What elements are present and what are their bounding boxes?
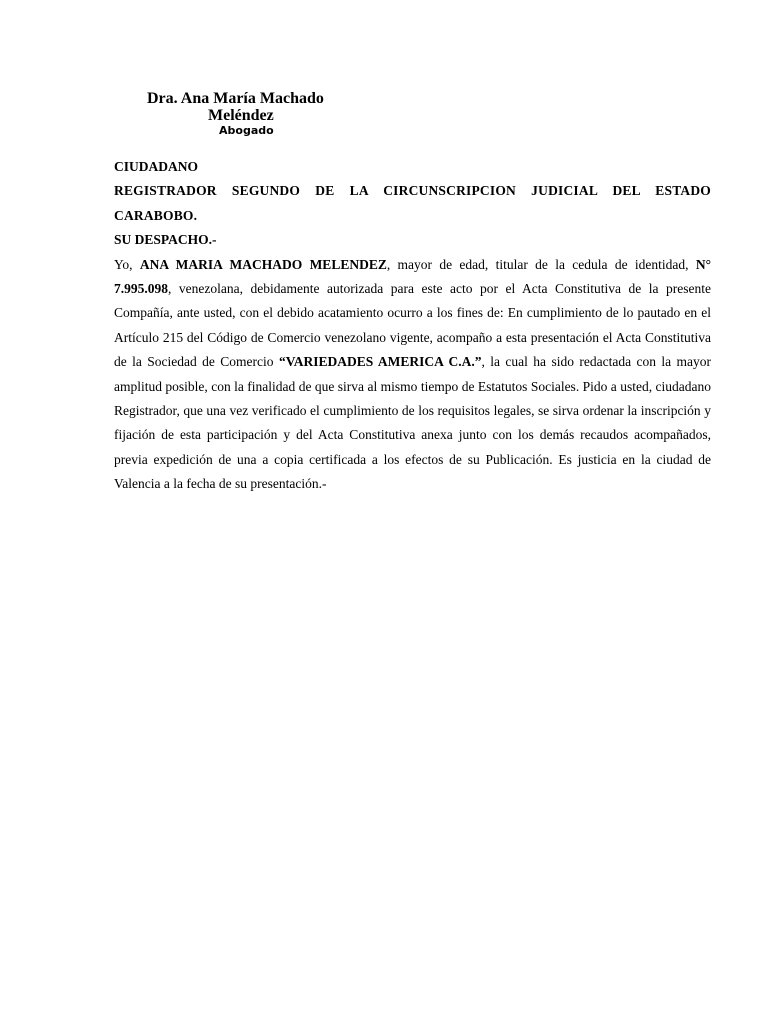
paragraph-text-2: , mayor de edad, titular de la cedula de identidad,	[386, 256, 696, 272]
lawyer-title: Abogado	[219, 124, 274, 137]
lawyer-name-line1: Dra. Ana María Machado	[147, 90, 324, 107]
addressee-registrar: REGISTRADOR SEGUNDO DE LA CIRCUNSCRIPCION JUDICIAL DEL ESTADO CARABOBO.	[114, 183, 711, 223]
company-name: “VARIEDADES AMERICA C.A.”	[278, 354, 482, 370]
paragraph-text-3: , venezolana, debidamente autorizada para este acto por el Acta Constitutiva de la presente Compañía, ante usted, con el debido acatamiento ocurro a los fines de: En cumplimiento de lo pautado en el Artículo 215 del Código de Comercio venezolano vigente, acompaño a esta presentación el Acta Constitutiva de la Sociedad de Comercio	[114, 281, 711, 370]
applicant-name: ANA MARIA MACHADO MELENDEZ	[139, 256, 387, 272]
paragraph-text-1: Yo,	[114, 256, 140, 272]
addressee-office: SU DESPACHO.-	[114, 232, 217, 248]
letter-body	[114, 155, 711, 497]
paragraph-text-4: , la cual ha sido redactada con la mayor amplitud posible, con la finalidad de que sirva al mismo tiempo de Estatutos Sociales. Pido a usted, ciudadano Registrador, que una vez verificado el cumplimiento de los requisitos legales, se sirva ordenar la inscripción y fijación de esta participación y del Acta Constitutiva anexa junto con los demás recaudos acompañados, previa expedición de una a copia certificada a los efectos de su Publicación. Es justicia en la ciudad de Valencia a la fecha de su presentación.-	[114, 354, 711, 492]
addressee-citizen: CIUDADANO	[114, 159, 198, 174]
id-number: N° 7.995.098	[114, 256, 711, 297]
lawyer-name-line2: Meléndez	[208, 107, 274, 124]
letter-paragraph	[114, 253, 711, 497]
